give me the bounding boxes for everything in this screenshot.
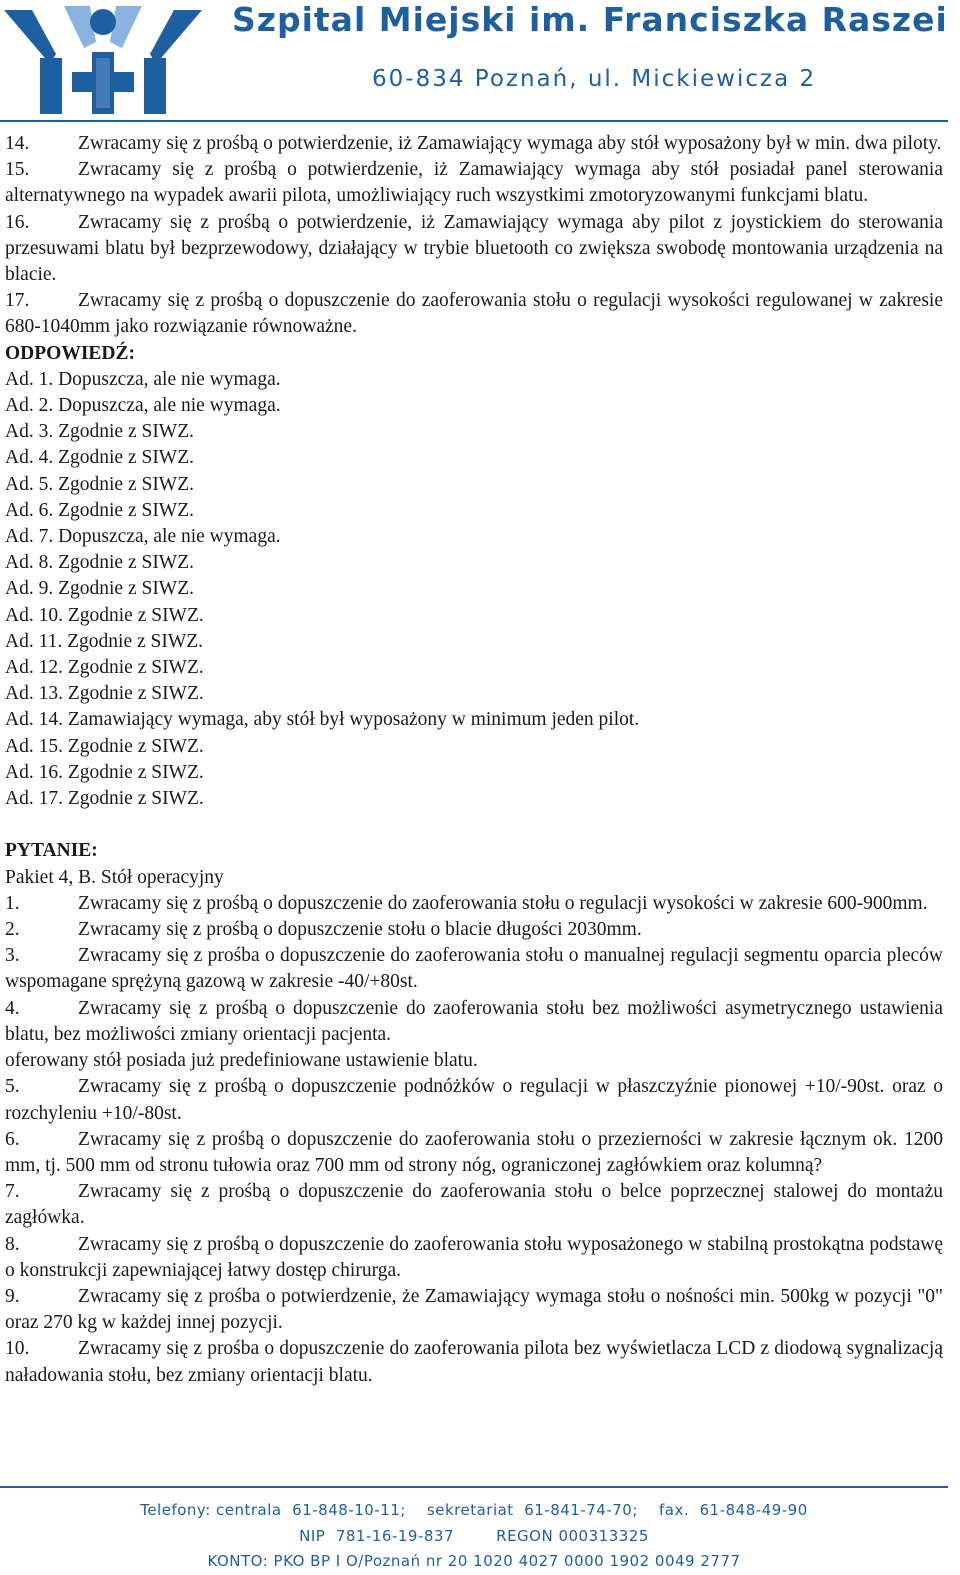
footer-account: KONTO: PKO BP I O/Poznań nr 20 1020 4027 0000 1902 0049 2777 [207,1552,741,1570]
answer-item: Ad. 7. Dopuszcza, ale nie wymaga. [5,526,281,548]
question-item: 4. Zwracamy się z prośbą o dopuszczenie do zaoferowania stołu bez możliwości asymetrycznego ustawienia blatu, bez możliwości zmiany orientacji pacjenta. [5,997,943,1045]
footer-ids: NIP 781-16-19-837 REGON 000313325 [299,1527,649,1545]
document-body [5,131,943,1389]
question-item: 9. Zwracamy się z prośba o potwierdzenie, że Zamawiający wymaga stołu o nośności min. 500kg w pozycji "0" oraz 270 kg w każdej innej pozycji. [5,1285,943,1334]
answer-item: Ad. 3. Zgodnie z SIWZ. [5,421,195,443]
answer-item: Ad. 14. Zamawiający wymaga, aby stół był wyposażony w minimum jeden pilot. [5,709,640,731]
spacer [5,812,943,838]
answer-item: Ad. 12. Zgodnie z SIWZ. [5,657,204,679]
question-item: 10. Zwracamy się z prośba o dopuszczenie do zaoferowania pilota bez wyświetlacza LCD z diodową sygnalizacją naładowania stołu, bez zmiany orientacji blatu. [5,1338,943,1386]
question-item: 5. Zwracamy się z prośbą o dopuszczenie podnóżków o regulacji w płaszczyźnie pionowej +10/-90st. oraz o rozchyleniu +10/-80st. [5,1076,943,1124]
header-divider [0,120,948,122]
question-item: 1. Zwracamy się z prośbą o dopuszczenie do zaoferowania stołu o regulacji wysokości w zakresie 600-900mm. [5,892,928,914]
question-item: 16. Zwracamy się z prośbą o potwierdzenie, iż Zamawiający wymaga aby pilot z joystickiem do sterowania przesuwami blatu był bezprzewodowy, działający w trybie bluetooth co zwiększa swobodę montowania urządzenia na blacie. [5,211,943,286]
answer-item: Ad. 17. Zgodnie z SIWZ. [5,788,204,810]
question-item: 17. Zwracamy się z prośbą o dopuszczenie do zaoferowania stołu o regulacji wysokości regulowanej w zakresie 680-1040mm jako rozwiązanie równoważne. [5,290,943,338]
answer-item: Ad. 1. Dopuszcza, ale nie wymaga. [5,368,281,390]
footer-divider [0,1486,948,1488]
question-item: 2. Zwracamy się z prośbą o dopuszczenie stołu o blacie długości 2030mm. [5,919,642,941]
hospital-name: Szpital Miejski im. Franciszka Raszei [232,0,948,39]
question-item: 6. Zwracamy się z prośbą o dopuszczenie do zaoferowania stołu o przezierności w zakresie łącznym ok. 1200 mm, tj. 500 mm od stronu tułowia oraz 700 mm od strony nóg, ograniczonej zagłówkiem oraz kolumną? [5,1128,943,1176]
answer-item: Ad. 9. Zgodnie z SIWZ. [5,578,195,600]
answer-item: Ad. 13. Zgodnie z SIWZ. [5,683,204,705]
answer-heading: ODPOWIEDŹ: [5,342,136,364]
answer-item: Ad. 5. Zgodnie z SIWZ. [5,473,195,495]
question-note: oferowany stół posiada już predefiniowane ustawienie blatu. [5,1050,478,1072]
answer-item: Ad. 6. Zgodnie z SIWZ. [5,499,195,521]
question-item: 8. Zwracamy się z prośbą o dopuszczenie do zaoferowania stołu wyposażonego w stabilną prostokątna podstawę o konstrukcji zapewniającej łatwy dostęp chirurga. [5,1233,943,1281]
hospital-logo-icon [4,2,202,114]
package-title: Pakiet 4, B. Stół operacyjny [5,866,224,888]
question-item: 7. Zwracamy się z prośbą o dopuszczenie do zaoferowania stołu o belce poprzecznej stalowej do montażu zagłówka. [5,1181,943,1229]
question-heading: PYTANIE: [5,840,98,862]
letterhead [0,0,960,125]
answer-item: Ad. 2. Dopuszcza, ale nie wymaga. [5,395,281,417]
hospital-address: 60-834 Poznań, ul. Mickiewicza 2 [372,66,817,92]
question-item: 15. Zwracamy się z prośbą o potwierdzenie, iż Zamawiający wymaga aby stół posiadał panel sterowania alternatywnego na wypadek awarii pilota, umożliwiający ruch wszystkimi zmotoryzowanymi funkcjami blatu. [5,159,943,207]
footer [0,1486,960,1575]
answer-item: Ad. 10. Zgodnie z SIWZ. [5,604,204,626]
answer-item: Ad. 4. Zgodnie z SIWZ. [5,447,195,469]
answer-item: Ad. 16. Zgodnie z SIWZ. [5,761,204,783]
answer-item: Ad. 8. Zgodnie z SIWZ. [5,552,195,574]
footer-phones: Telefony: centrala 61-848-10-11; sekretariat 61-841-74-70; fax. 61-848-49-90 [140,1501,808,1519]
question-item: 3. Zwracamy się z prośba o dopuszczenie do zaoferowania stołu o manualnej regulacji segmentu oparcia pleców wspomagane sprężyną gazową w zakresie -40/+80st. [5,945,943,993]
answer-item: Ad. 15. Zgodnie z SIWZ. [5,735,204,757]
question-item: 14. Zwracamy się z prośbą o potwierdzenie, iż Zamawiający wymaga aby stół wyposażony był w min. dwa piloty. [5,133,942,154]
answer-item: Ad. 11. Zgodnie z SIWZ. [5,630,204,652]
